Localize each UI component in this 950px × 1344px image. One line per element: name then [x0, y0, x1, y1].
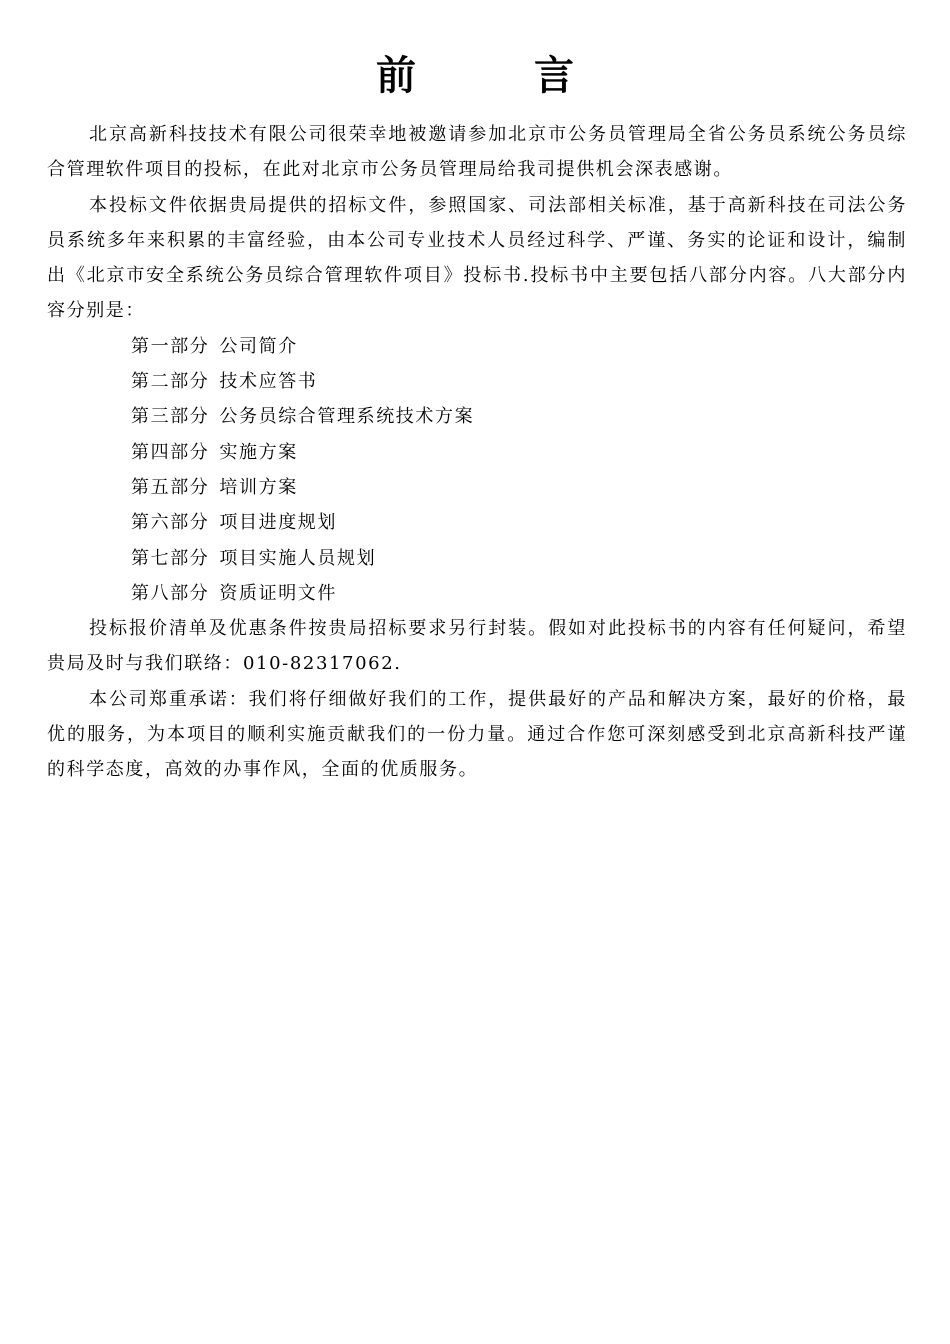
- paragraph-commitment: 本公司郑重承诺：我们将仔细做好我们的工作，提供最好的产品和解决方案，最好的价格，最优的服务，为本项目的顺利实施贡献我们的一份力量。通过合作您可深刻感受到北京高新科技严谨的科学态度，高效的办事作风，全面的优质服务。: [47, 688, 907, 781]
- part-number: 第七部分: [131, 547, 210, 569]
- document-body: [47, 117, 907, 788]
- part-title: 技术应答书: [219, 371, 318, 393]
- list-item: [47, 399, 907, 434]
- part-number: 第五部分: [131, 476, 210, 498]
- list-item: [47, 541, 907, 576]
- list-item: [47, 505, 907, 540]
- part-number: 第六部分: [131, 512, 210, 534]
- part-title: 项目进度规划: [219, 512, 338, 534]
- part-number: 第二部分: [131, 371, 210, 393]
- contents-list: [47, 329, 907, 611]
- part-number: 第一部分: [131, 335, 210, 357]
- paragraph-basis: 本投标文件依据贵局提供的招标文件，参照国家、司法部相关标准，基于高新科技在司法公务员系统多年来积累的丰富经验，由本公司专业技术人员经过科学、严谨、务实的论证和设计，编制出《北京市安全系统公务员综合管理软件项目》投标书.投标书中主要包括八部分内容。八大部分内容分别是：: [47, 194, 907, 322]
- list-item: [47, 364, 907, 399]
- part-number: 第四部分: [131, 441, 210, 463]
- paragraph-pricing: 投标报价清单及优惠条件按贵局招标要求另行封装。假如对此投标书的内容有任何疑问，希望贵局及时与我们联络：010-82317062.: [47, 618, 907, 675]
- part-title: 项目实施人员规划: [219, 547, 377, 569]
- part-title: 培训方案: [219, 476, 298, 498]
- list-item: [47, 576, 907, 611]
- part-number: 第八部分: [131, 582, 210, 604]
- part-title: 公司简介: [219, 335, 298, 357]
- list-item: [47, 435, 907, 470]
- page-title: 前 言: [376, 53, 626, 99]
- part-number: 第三部分: [131, 406, 210, 428]
- part-title: 资质证明文件: [219, 582, 338, 604]
- part-title: 实施方案: [219, 441, 298, 463]
- paragraph-intro: 北京高新科技技术有限公司很荣幸地被邀请参加北京市公务员管理局全省公务员系统公务员综合管理软件项目的投标，在此对北京市公务员管理局给我司提供机会深表感谢。: [47, 124, 907, 181]
- list-item: [47, 470, 907, 505]
- list-item: [47, 329, 907, 364]
- part-title: 公务员综合管理系统技术方案: [219, 406, 475, 428]
